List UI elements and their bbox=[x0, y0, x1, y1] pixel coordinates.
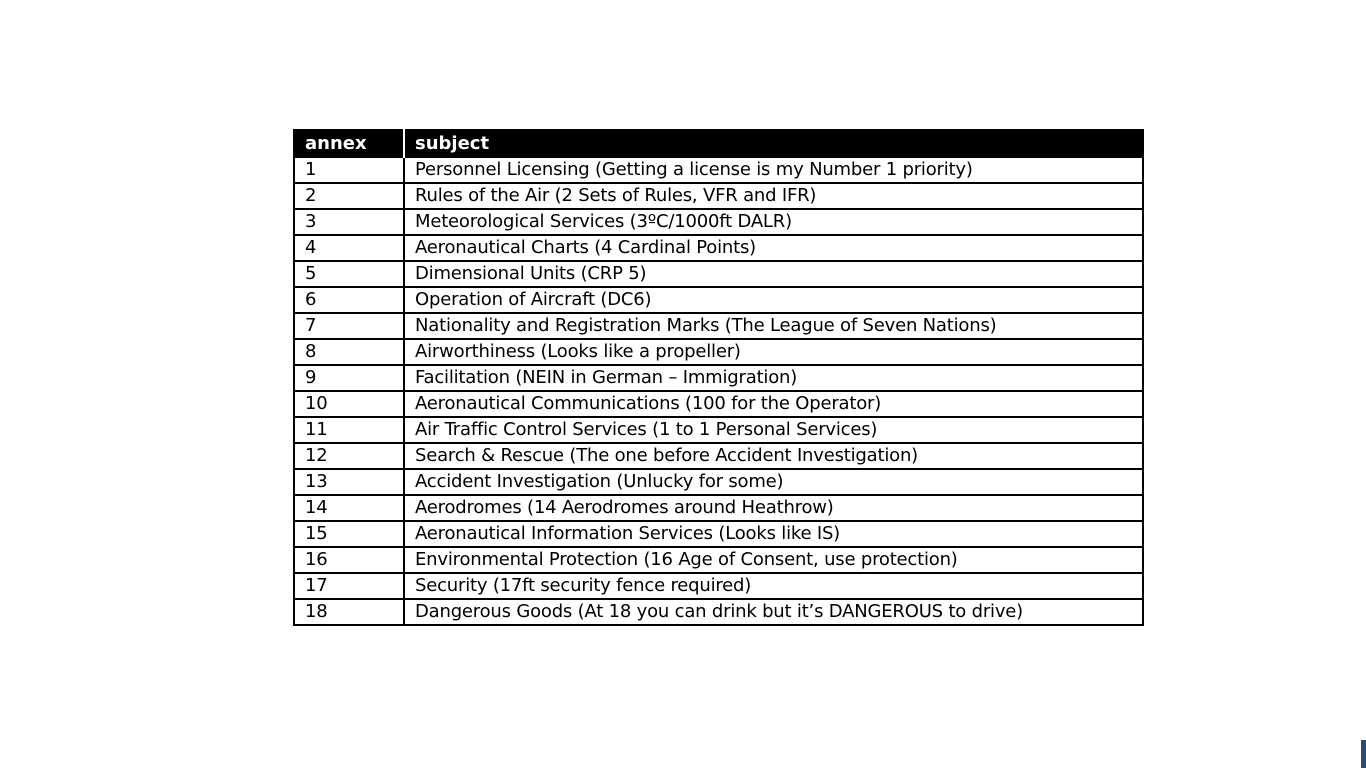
annex-subject: Facilitation (NEIN in German – Immigration) bbox=[404, 365, 1143, 391]
table-row bbox=[294, 235, 1143, 261]
annex-number: 14 bbox=[294, 495, 404, 521]
table-row bbox=[294, 313, 1143, 339]
annex-subject: Rules of the Air (2 Sets of Rules, VFR and IFR) bbox=[404, 183, 1143, 209]
header-annex: annex bbox=[294, 130, 404, 157]
annex-number: 4 bbox=[294, 235, 404, 261]
annex-subject: Operation of Aircraft (DC6) bbox=[404, 287, 1143, 313]
annex-number: 10 bbox=[294, 391, 404, 417]
annex-number: 3 bbox=[294, 209, 404, 235]
annex-number: 17 bbox=[294, 573, 404, 599]
table-row bbox=[294, 443, 1143, 469]
header-row bbox=[294, 130, 1143, 157]
table-header bbox=[294, 130, 1143, 157]
annex-subject: Aeronautical Charts (4 Cardinal Points) bbox=[404, 235, 1143, 261]
annex-subject: Aeronautical Information Services (Looks like IS) bbox=[404, 521, 1143, 547]
table-row bbox=[294, 547, 1143, 573]
table-row bbox=[294, 157, 1143, 183]
annex-number: 2 bbox=[294, 183, 404, 209]
annex-number: 16 bbox=[294, 547, 404, 573]
annex-subject: Air Traffic Control Services (1 to 1 Personal Services) bbox=[404, 417, 1143, 443]
table-row bbox=[294, 365, 1143, 391]
table-row bbox=[294, 599, 1143, 625]
annex-subject: Dangerous Goods (At 18 you can drink but it’s DANGEROUS to drive) bbox=[404, 599, 1143, 625]
table-row bbox=[294, 209, 1143, 235]
annex-number: 15 bbox=[294, 521, 404, 547]
annex-subject: Accident Investigation (Unlucky for some) bbox=[404, 469, 1143, 495]
annex-number: 7 bbox=[294, 313, 404, 339]
table-row bbox=[294, 417, 1143, 443]
table-row bbox=[294, 469, 1143, 495]
annex-number: 6 bbox=[294, 287, 404, 313]
table-row bbox=[294, 183, 1143, 209]
table-row bbox=[294, 287, 1143, 313]
annex-subject: Aerodromes (14 Aerodromes around Heathrow) bbox=[404, 495, 1143, 521]
annex-subject: Aeronautical Communications (100 for the Operator) bbox=[404, 391, 1143, 417]
annex-subject: Security (17ft security fence required) bbox=[404, 573, 1143, 599]
table-row bbox=[294, 391, 1143, 417]
annex-number: 5 bbox=[294, 261, 404, 287]
table-row bbox=[294, 261, 1143, 287]
annex-subject: Personnel Licensing (Getting a license is my Number 1 priority) bbox=[404, 157, 1143, 183]
table-body bbox=[294, 157, 1143, 625]
annex-subject: Dimensional Units (CRP 5) bbox=[404, 261, 1143, 287]
annex-number: 12 bbox=[294, 443, 404, 469]
table-row bbox=[294, 339, 1143, 365]
annex-subject: Search & Rescue (The one before Accident Investigation) bbox=[404, 443, 1143, 469]
annex-subject: Environmental Protection (16 Age of Consent, use protection) bbox=[404, 547, 1143, 573]
annex-number: 18 bbox=[294, 599, 404, 625]
annex-number: 1 bbox=[294, 157, 404, 183]
annex-number: 13 bbox=[294, 469, 404, 495]
header-subject: subject bbox=[404, 130, 1143, 157]
table-row bbox=[294, 521, 1143, 547]
annex-subject: Nationality and Registration Marks (The League of Seven Nations) bbox=[404, 313, 1143, 339]
annex-number: 11 bbox=[294, 417, 404, 443]
annex-table bbox=[293, 129, 1144, 626]
annex-number: 8 bbox=[294, 339, 404, 365]
annex-number: 9 bbox=[294, 365, 404, 391]
table-row bbox=[294, 495, 1143, 521]
corner-accent-bar bbox=[1361, 740, 1366, 768]
annex-subject: Meteorological Services (3ºC/1000ft DALR) bbox=[404, 209, 1143, 235]
table-row bbox=[294, 573, 1143, 599]
annex-subject: Airworthiness (Looks like a propeller) bbox=[404, 339, 1143, 365]
